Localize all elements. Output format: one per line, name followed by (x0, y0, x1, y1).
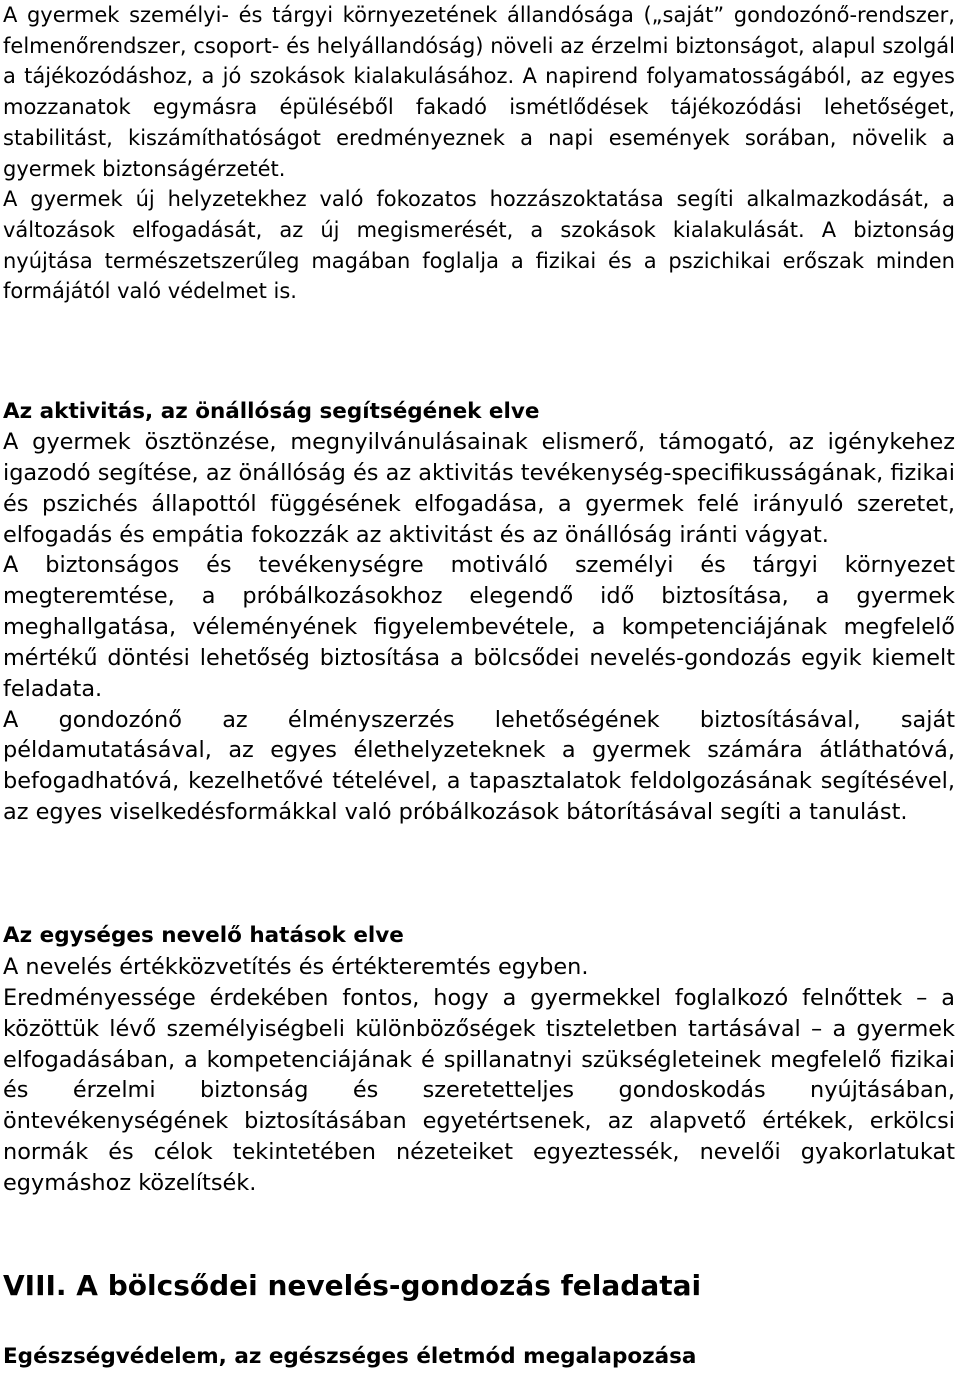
paragraph-stability: A gyermek személyi- és tárgyi környezetének állandósága („saját” gondozónő-rendszer, felmenőrendszer, csoport- és helyállandóság) növeli az érzelmi biztonságot, alapul szolgál a tájékozódáshoz, a jó szokások kialakulásához. A napirend folyamatosságából, az egyes mozzanatok egymásra épüléséből fakadó ismétlődések tájékozódási lehetőséget, stabilitást, kiszámíthatóságot eredményeznek a napi események sorában, növelik a gyermek biztonságérzetét. (3, 3, 955, 181)
activity-text-block (3, 427, 955, 828)
chapter-title: VIII. A bölcsődei nevelés-gondozás feladatai (3, 1269, 702, 1302)
subsection-title: Egészségvédelem, az egészséges életmód megalapozása (3, 1344, 697, 1369)
paragraph-effectiveness: Eredményessége érdekében fontos, hogy a gyermekkel foglalkozó felnőttek – a közöttük lévő személyiségbeli különbözőségek tiszteletben tartásával – a gyermek elfogadásában, a kompetenciájának é spillanatnyi szükségleteinek megfelelő fizikai és érzelmi biztonság és szeretetteljes gondoskodás nyújtásában, öntevékenységének biztosításában egyetértsenek, az alapvető értékek, erkölcsi normák és célok tekintetében nézeteiket egyeztessék, nevelői gyakorlatukat egymáshoz közelítsék. (3, 984, 955, 1196)
intro-text-block (3, 0, 955, 307)
paragraph-encouragement: A gyermek ösztönzése, megnyilvánulásainak elismerő, támogató, az igénykehez igazodó segítése, az önállóság és az aktivitás tevékenység-specifikusságának, fizikai és pszichés állapottól függésének elfogadása, a gyermek felé irányuló szeretet, elfogadás és empátia fokozzák az aktivitást és az önállóság iránti vágyat. (3, 429, 955, 548)
paragraph-environment: A biztonságos és tevékenységre motiváló személyi és tárgyi környezet megteremtése, a próbálkozásokhoz elegendő idő biztosítása, a gyermek meghallgatása, véleményének figyelembevétele, a kompetenciájának megfelelő mértékű döntési lehetőség biztosítása a bölcsődei nevelés-gondozás egyik kiemelt feladata. (3, 552, 955, 702)
paragraph-new-situations: A gyermek új helyzetekhez való fokozatos hozzászoktatása segíti alkalmazkodását, a változások elfogadását, az új megismerését, a szokások kialakulását. A biztonság nyújtása természetszerűleg magában foglalja a fizikai és a pszichikai erőszak minden formájától való védelmet is. (3, 187, 955, 304)
paragraph-values: A nevelés értékközvetítés és értékteremtés egyben. (3, 954, 589, 980)
heading-activity-principle: Az aktivitás, az önállóság segítségének elve (3, 399, 540, 424)
paragraph-caregiver: A gondozónő az élményszerzés lehetőségének biztosításával, saját példamutatásával, az egyes élethelyzeteknek a gyermek számára átláthatóvá, befogadhatóvá, kezelhetővé tételével, a tapasztalatok feldolgozásának segítésével, az egyes viselkedésformákkal való próbálkozások bátorításával segíti a tanulást. (3, 706, 955, 826)
unified-text-block (3, 952, 955, 1199)
heading-unified-principle: Az egységes nevelő hatások elve (3, 923, 404, 948)
